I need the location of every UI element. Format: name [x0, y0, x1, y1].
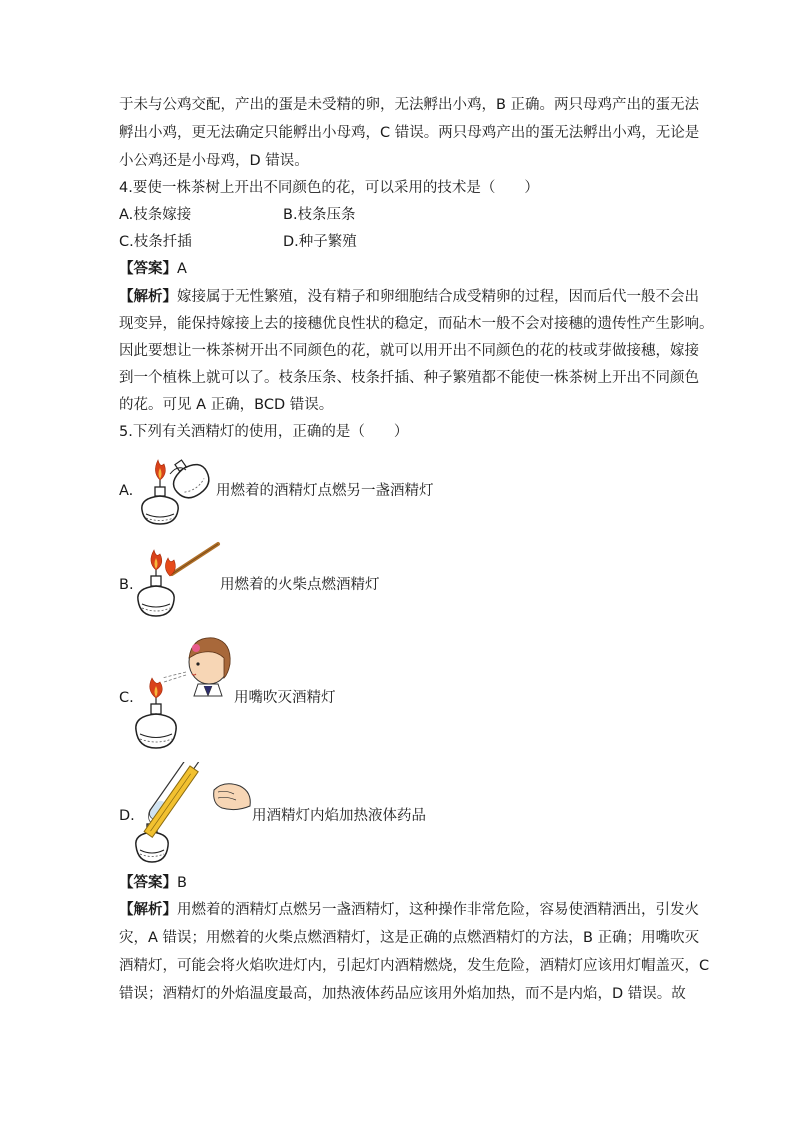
q4-analysis-line-4: 到一个植株上就可以了。枝条压条、枝条扦插、种子繁殖都不能使一株茶树上开出不同颜色 — [119, 370, 699, 386]
prev-para-line-2: 孵出小鸡，更无法确定只能孵出小母鸡，C 错误。两只母鸡产出的蛋无法孵出小鸡，无论是 — [119, 125, 700, 141]
prev-para-line-1: 于未与公鸡交配，产出的蛋是未受精的卵，无法孵出小鸡，B 正确。两只母鸡产出的蛋无法 — [119, 97, 700, 113]
q5-option-d-label: 用酒精灯内焰加热液体药品 — [252, 808, 426, 824]
q4-analysis-line-1 — [119, 287, 699, 307]
q5-option-c-letter: C. — [119, 690, 134, 706]
match-lighting-lamp-figure — [130, 538, 224, 624]
q4-analysis-line-5: 的花。可见 A 正确，BCD 错误。 — [119, 397, 334, 413]
q5-answer-value: B — [177, 875, 187, 891]
q5-option-a-letter: A. — [119, 483, 134, 499]
q4-analysis-line-3: 因此要想让一株茶树开出不同颜色的花，就可以用开出不同颜色的花的枝或芽做接穗，嫁接 — [119, 343, 699, 359]
analysis-tag: 【解析】 — [119, 289, 177, 305]
q4-option-b: B.枝条压条 — [283, 207, 356, 223]
q4-option-c: C.枝条扦插 — [119, 234, 192, 250]
q5-stem: 5.下列有关酒精灯的使用，正确的是（ ） — [119, 424, 409, 440]
q5-analysis-text-1: 用燃着的酒精灯点燃另一盏酒精灯，这种操作非常危险，容易使酒精洒出，引发火 — [177, 902, 699, 918]
q5-option-b-label: 用燃着的火柴点燃酒精灯 — [220, 577, 380, 593]
q5-analysis-line-1 — [119, 900, 699, 920]
q4-analysis-text-1: 嫁接属于无性繁殖，没有精子和卵细胞结合成受精卵的过程，因而后代一般不会出 — [177, 289, 699, 305]
q5-option-d-letter: D. — [119, 808, 135, 824]
q5-analysis-line-2: 灾，A 错误；用燃着的火柴点燃酒精灯，这是正确的点燃酒精灯的方法，B 正确；用嘴吹灭 — [119, 930, 700, 946]
q4-answer-value: A — [177, 261, 187, 277]
heating-liquid-figure — [132, 762, 254, 866]
q4-analysis-line-2: 现变异，能保持嫁接上去的接穗优良性状的稳定，而砧木一般不会对接穗的遗传性产生影响。 — [119, 316, 714, 332]
prev-para-line-3: 小公鸡还是小母鸡，D 错误。 — [119, 153, 309, 169]
answer-tag: 【答案】 — [119, 875, 177, 891]
q5-analysis-line-4: 错误；酒精灯的外焰温度最高，加热液体药品应该用外焰加热，而不是内焰，D 错误。故 — [119, 986, 686, 1002]
q5-option-a-label: 用燃着的酒精灯点燃另一盏酒精灯 — [216, 483, 434, 499]
analysis-tag: 【解析】 — [119, 902, 177, 918]
q4-answer — [119, 259, 187, 279]
answer-tag: 【答案】 — [119, 261, 177, 277]
q5-answer — [119, 873, 187, 893]
q5-option-b-letter: B. — [119, 577, 134, 593]
q4-option-d: D.种子繁殖 — [283, 234, 357, 250]
blow-out-lamp-figure — [134, 634, 234, 754]
lamp-lighting-lamp-figure — [130, 452, 222, 534]
q4-stem: 4.要使一株茶树上开出不同颜色的花，可以采用的技术是（ ） — [119, 180, 539, 196]
q5-analysis-line-3: 酒精灯，可能会将火焰吹进灯内，引起灯内酒精燃烧，发生危险，酒精灯应该用灯帽盖灭，C — [119, 958, 710, 974]
q4-option-a: A.枝条嫁接 — [119, 207, 192, 223]
q5-option-c-label: 用嘴吹灭酒精灯 — [234, 690, 336, 706]
